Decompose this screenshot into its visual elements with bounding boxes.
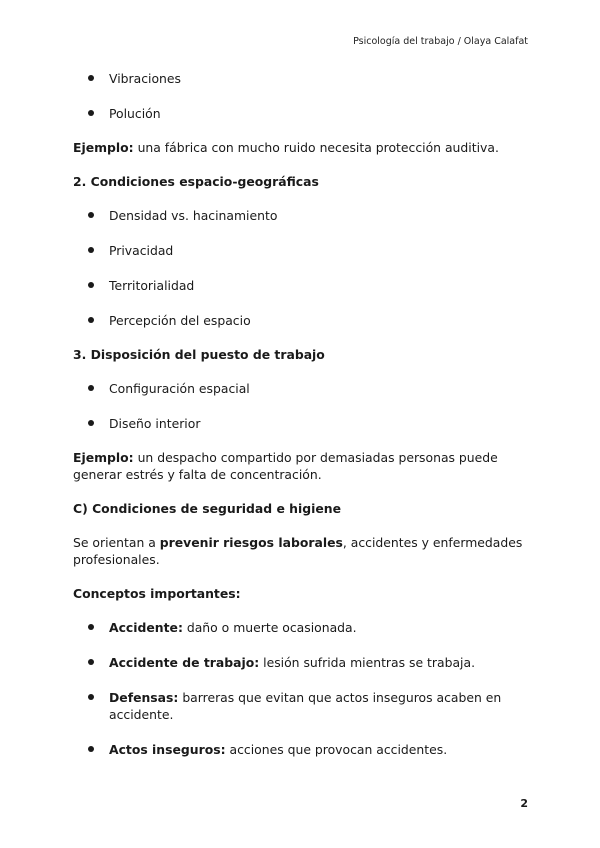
intro-paragraph: Se orientan a prevenir riesgos laborales, accidentes y enfermedades profesionales.	[73, 535, 523, 567]
section-heading: 3. Disposición del puesto de trabajo	[73, 347, 325, 362]
list-item: Territorialidad	[73, 277, 533, 294]
example-paragraph: Ejemplo: un despacho compartido por demasiadas personas puede generar estrés y falta de concentración.	[73, 450, 498, 482]
list-item: Percepción del espacio	[73, 312, 533, 329]
bullet-dot-icon	[88, 694, 94, 700]
bullet-dot-icon	[88, 746, 94, 752]
bullet-dot-icon	[88, 317, 94, 323]
section-heading: 2. Condiciones espacio-geográficas	[73, 174, 319, 189]
bullet-dot-icon	[88, 282, 94, 288]
list-item: Accidente: daño o muerte ocasionada.	[73, 619, 533, 636]
bullet-list-physical	[73, 70, 533, 122]
bullet-dot-icon	[88, 385, 94, 391]
bullet-dot-icon	[88, 247, 94, 253]
bullet-dot-icon	[88, 110, 94, 116]
bullet-list-workstation	[73, 380, 533, 432]
list-item: Actos inseguros: acciones que provocan accidentes.	[73, 741, 533, 758]
list-item: Densidad vs. hacinamiento	[73, 207, 533, 224]
list-item: Privacidad	[73, 242, 533, 259]
list-item: Defensas: barreras que evitan que actos inseguros acaben en accidente.	[73, 689, 533, 723]
bullet-list-concepts	[73, 619, 533, 758]
list-item: Configuración espacial	[73, 380, 533, 397]
list-item: Polución	[73, 105, 533, 122]
section-heading: C) Condiciones de seguridad e higiene	[73, 501, 341, 516]
list-item: Accidente de trabajo: lesión sufrida mientras se trabaja.	[73, 654, 533, 671]
bullet-dot-icon	[88, 75, 94, 81]
list-item: Vibraciones	[73, 70, 533, 87]
bullet-dot-icon	[88, 212, 94, 218]
bullet-dot-icon	[88, 420, 94, 426]
example-paragraph: Ejemplo: una fábrica con mucho ruido necesita protección auditiva.	[73, 140, 499, 155]
page-number: 2	[520, 797, 528, 810]
bullet-dot-icon	[88, 624, 94, 630]
bullet-list-spatial	[73, 207, 533, 329]
subheading: Conceptos importantes:	[73, 586, 241, 601]
bullet-dot-icon	[88, 659, 94, 665]
page-header: Psicología del trabajo / Olaya Calafat	[353, 36, 528, 47]
list-item: Diseño interior	[73, 415, 533, 432]
page-content	[73, 70, 533, 758]
